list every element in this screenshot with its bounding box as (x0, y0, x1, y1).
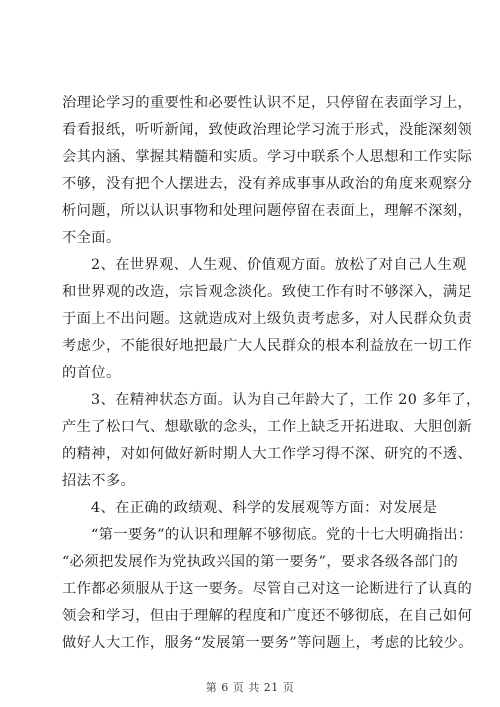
text-line: 招法不多。 (62, 473, 136, 489)
text-line: 治理论学习的重要性和必要性认识不足，只停留在表面学习上， (62, 95, 473, 111)
text-line: 产生了松口气、想歇歇的念头，工作上缺乏开拓进取、大胆创新 (62, 419, 473, 435)
text-line: 不够，没有把个人摆进去，没有养成事事从政治的角度来观察分 (62, 176, 473, 192)
text-line: 不全面。 (62, 230, 121, 246)
text-line: 和世界观的改造，宗旨观念淡化。致使工作有时不够深入，满足 (62, 284, 473, 300)
text-line: 于面上不出问题。这就造成对上级负责考虑多，对人民群众负责 (62, 311, 473, 327)
text-line: 看看报纸，听听新闻，致使政治理论学习流于形式，没能深刻领 (62, 122, 473, 138)
page-number-footer: 第 6 页 共 21 页 (205, 681, 295, 694)
text-line: “第一要务”的认识和理解不够彻底。党的十七大明确指出： (91, 527, 473, 543)
text-line: 析问题，所以认识事物和处理问题停留在表面上，理解不深刻， (62, 203, 473, 219)
text-line: 4、在正确的政绩观、科学的发展观等方面：对发展是 (91, 500, 438, 516)
text-line: 3、在精神状态方面。认为自己年龄大了，工作 20 多年了， (91, 392, 481, 408)
text-line: 2、在世界观、人生观、价值观方面。放松了对自己人生观 (91, 257, 467, 273)
text-line: 的精神，对如何做好新时期人大工作学习得不深、研究的不透、 (62, 446, 473, 462)
text-line: 领会和学习，但由于理解的程度和广度还不够彻底，在自己如何 (62, 608, 473, 624)
text-line: 考虑少，不能很好地把最广大人民群众的根本利益放在一切工作 (62, 338, 473, 354)
text-line: 的首位。 (62, 365, 121, 381)
text-line: 做好人大工作，服务“发展第一要务”等问题上，考虑的比较少。 (62, 635, 473, 651)
text-line: 会其内涵、掌握其精髓和实质。学习中联系个人思想和工作实际 (62, 149, 473, 165)
text-line: “必须把发展作为党执政兴国的第一要务”，要求各级各部门的 (62, 554, 459, 570)
text-line: 工作都必须服从于这一要务。尽管自己对这一论断进行了认真的 (62, 581, 473, 597)
